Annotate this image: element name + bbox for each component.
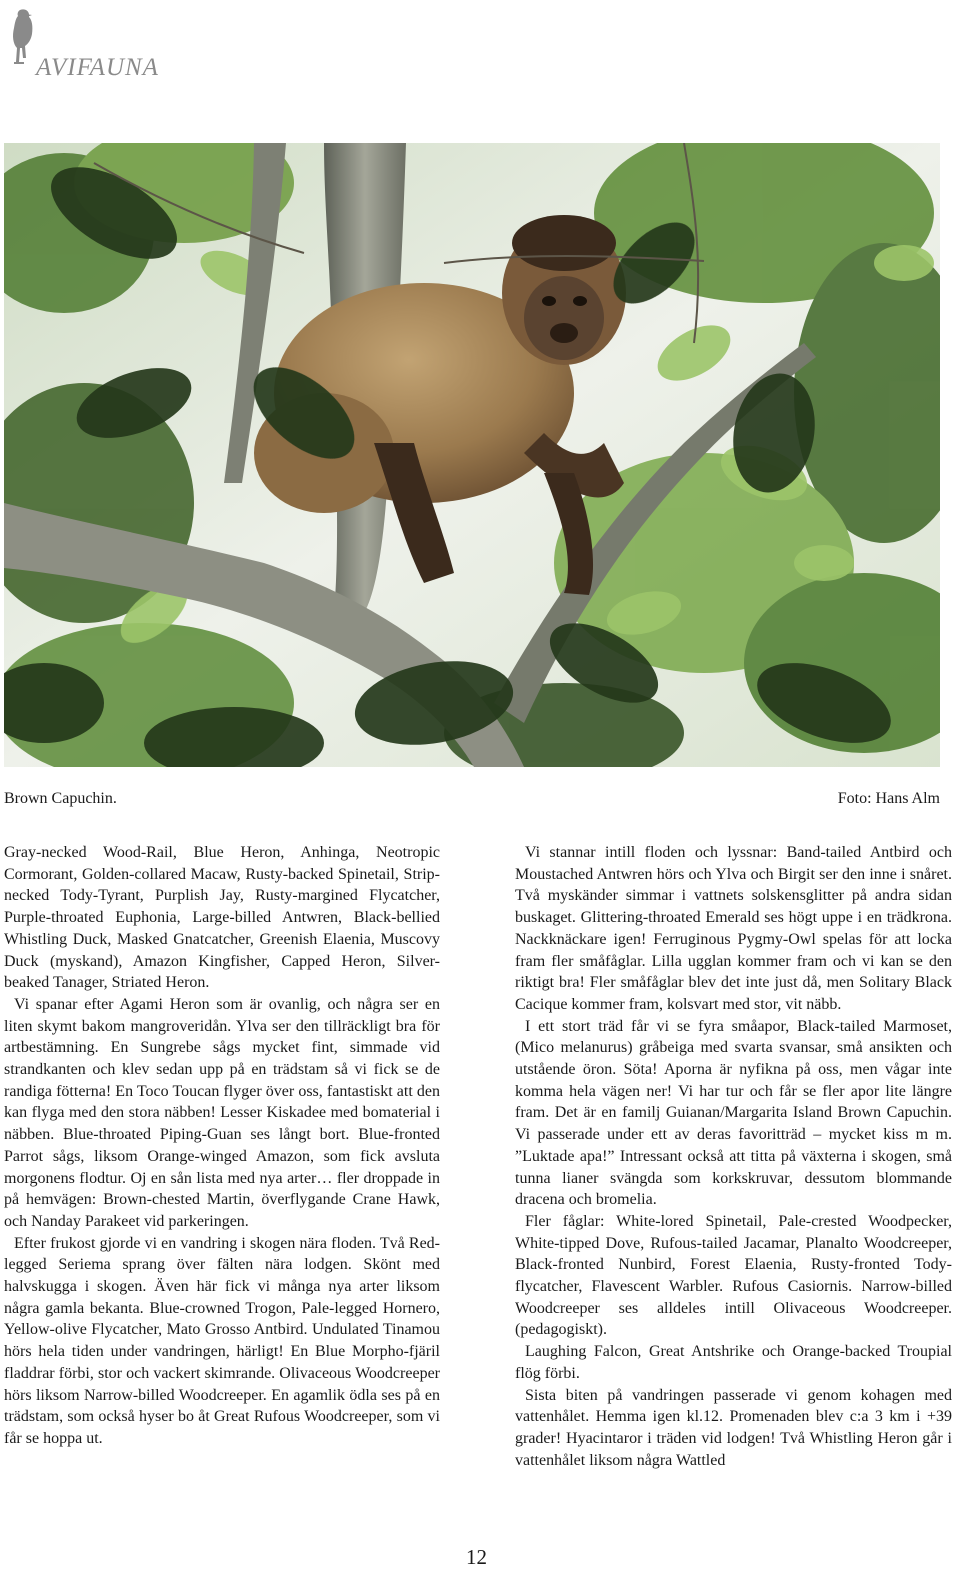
paragraph: Vi stannar intill floden och lyssnar: Band-tailed Antbird och Moustached Antwren hörs och Ylva och Birgit ser den inne i snåret. Två myskänder simmar i vattnets solskensglitter på andra sidan buskaget. Glittering-throated Emerald ses högt uppe i en trädkrona. Nackknäckare igen! Ferruginous Pygmy-Owl spelas för att locka fram fler småfåglar. Lilla ugglan kommer fram och vi kan se den riktigt bra! Fler småfåglar blev det inte just då, men Solitary Black Cacique kommer fram, kolsvart med stor, vit näbb. (515, 844, 952, 1013)
paragraph: Efter frukost gjorde vi en vandring i skogen nära floden. Två Red-legged Seriema sprang över fälten nära lodgen. Skönt med halvskugga i skogen. Även här fick vi många nya arter liksom några gamla bekanta. Blue-crowned Trogon, Pale-legged Hornero, Yellow-olive Flycatcher, Mato Grosso Antbird. Undulated Tinamou hörs hela tiden under vandringen, härligt! En Blue Morpho-fjäril fladdrar förbi, stor och vackert skimrande. Olivaceous Woodcreeper hörs liksom Narrow-billed Woodcreeper. En agamlik ödla ses på en trädstam, som också hyser bo åt Great Rufous Woodcreeper, som vi får se hoppa ut. (4, 1234, 440, 1447)
paragraph: I ett stort träd får vi se fyra småapor, Black-tailed Marmoset, (Mico melanurus) gråbeiga med svarta svansar, små ansikten och utstående öron. Söta! Aporna är nyfikna på oss, men vågar inte komma hela vägen ner! Vi har tur och får se fler apor lite längre fram. Det är en familj Guianan/Margarita Island Brown Capuchin. Vi passerade under ett av deras favoritträd – mycket kiss m m. ”Luktade apa!” Intressant också att titta på växterna i skogen, små tunna lianer svängda som korkskruvar, dessutom blommande dracena och bromelia. (515, 1017, 952, 1209)
avifauna-logo (6, 6, 206, 80)
photo-caption: Brown Capuchin. (4, 790, 117, 807)
paragraph: Sista biten på vandringen passerade vi genom kohagen med vattenhålet. Hemma igen kl.12. Promenaden blev c:a 3 km i +39 grader! Hyacintaror i träden vid lodgen! Två Whistling Heron går i vattenhålet liksom några Wattled (515, 1386, 952, 1469)
paragraph: Laughing Falcon, Great Antshrike och Orange-backed Troupial flög förbi. (515, 1343, 952, 1382)
right-text-column (515, 842, 952, 1471)
logo-wordmark: AVIFAUNA (36, 54, 159, 81)
left-text-column (4, 842, 440, 1450)
brown-capuchin-photo (4, 143, 940, 767)
page-number: 12 (466, 1545, 487, 1569)
photo-credit: Foto: Hans Alm (837, 790, 940, 807)
paragraph: Vi spanar efter Agami Heron som är ovanlig, och några ser en liten skymt bakom mangroveridån. Ylva ser den tillräckligt bra för artbestämning. En Sungrebe sågs mycket fint, simmade vid strandkanten och klev sedan upp på en trädstam så vi fick se de randiga fötterna! En Toco Toucan flyger över oss, fantastiskt att den kan flyga med den stora näbben! Lesser Kiskadee med bomaterial i näbben. Blue-throated Piping-Guan ses långt bort. Blue-fronted Parrot sågs, liksom Orange-winged Amazon, som fick avsluta morgonens flodtur. Oj en sån lista med nya arter… fler droppade in på hemvägen: Brown-chested Martin, överflygande Crane Hawk, och Nanday Parakeet vid parkeringen. (4, 995, 440, 1230)
paragraph: Gray-necked Wood-Rail, Blue Heron, Anhinga, Neotropic Cormorant, Golden-collared Macaw, Rusty-backed Spinetail, Strip-necked Tody-Tyrant, Purplish Jay, Rusty-margined Flycatcher, Purple-throated Euphonia, Large-billed Antwren, Black-bellied Whistling Duck, Masked Gnatcatcher, Greenish Elaenia, Muscovy Duck (myskand), Amazon Kingfisher, Capped Heron, Silver-beaked Tanager, Striated Heron. (4, 844, 440, 992)
paragraph: Fler fåglar: White-lored Spinetail, Pale-crested Woodpecker, White-tipped Dove, Rufous-tailed Jacamar, Planalto Woodcreeper, Black-fronted Nunbird, Forest Elaenia, Rusty-fronted Tody-flycatcher, Flavescent Warbler. Rufous Casiornis. Narrow-billed Woodcreeper ses alldeles intill Olivaceous Woodcreeper. (pedagogiskt). (515, 1212, 952, 1339)
